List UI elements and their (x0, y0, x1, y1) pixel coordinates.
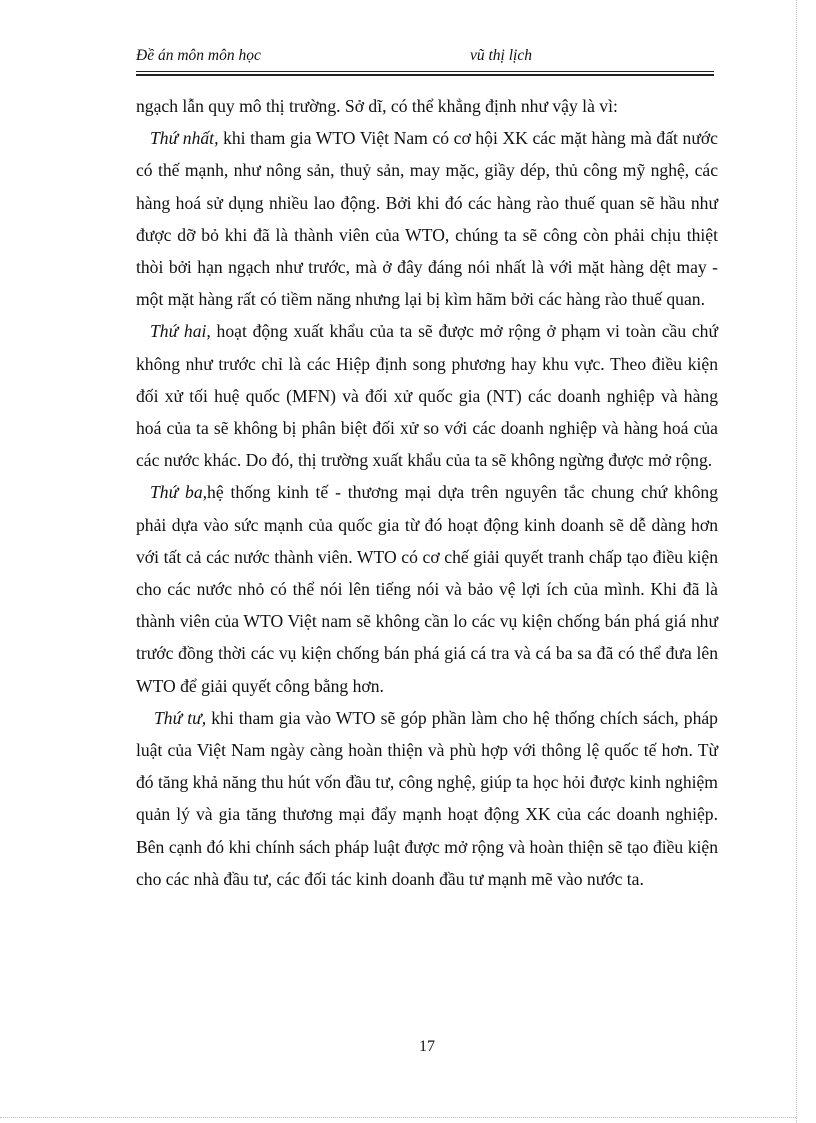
page-header (136, 47, 714, 69)
paragraph-intro-continuation (136, 90, 718, 122)
page-bottom-border (0, 1117, 796, 1118)
header-rule-thick (136, 74, 714, 76)
paragraph-lead-second: Thứ hai, (150, 321, 211, 342)
page-number: 17 (419, 1038, 435, 1055)
paragraph-text: khi tham gia WTO Việt Nam có cơ hội XK các mặt hàng mà đất nước có thế mạnh, như nông sản, thuỷ sản, may mặc, giầy dép, thủ công mỹ nghệ, các hàng hoá sử dụng nhiều lao động. Bởi khi đó các hàng rào thuế quan sẽ hầu như được dỡ bỏ khi đã là thành viên của WTO, chúng ta sẽ công còn phải chịu thiệt thòi bởi hạn ngạch như trước, mà ở đây đáng nói nhất là với mặt hàng dệt may - một mặt hàng rất có tiềm năng nhưng lại bị kìm hãm bởi các hàng rào thuế quan. (136, 128, 718, 310)
header-rule-thin (136, 71, 714, 72)
paragraph-second-point (136, 315, 718, 476)
paragraph-first-point (136, 122, 718, 315)
paragraph-fourth-point (136, 702, 718, 895)
paragraph-lead-first: Thứ nhất, (150, 128, 219, 149)
page-right-border (796, 0, 797, 1123)
header-author-name: vũ thị lịch (470, 47, 532, 64)
paragraph-text: hệ thống kinh tế - thương mại dựa trên nguyên tắc chung chứ không phải dựa vào sức mạnh của quốc gia từ đó hoạt động kinh doanh sẽ dễ dàng hơn với tất cả các nước thành viên. WTO có cơ chế giải quyết tranh chấp tạo điều kiện cho các nước nhỏ có thể nói lên tiếng nói và bảo vệ lợi ích của mình. Khi đã là thành viên của WTO Việt nam sẽ không cần lo các vụ kiện chống bán phá giá như trước đồng thời các vụ kiện chống bán phá giá cá tra và cá ba sa đã có thể đưa lên WTO để giải quyết công bằng hơn. (136, 482, 718, 696)
paragraph-lead-third: Thứ ba, (150, 482, 208, 503)
paragraph-text: khi tham gia vào WTO sẽ góp phần làm cho hệ thống chích sách, pháp luật của Việt Nam ngày càng hoàn thiện và phù hợp với thông lệ quốc tế hơn. Từ đó tăng khả năng thu hút vốn đầu tư, công nghệ, giúp ta học hỏi được kinh nghiệm quản lý và gia tăng thương mại đẩy mạnh hoạt động XK của các doanh nghiệp. Bên cạnh đó khi chính sách pháp luật được mở rộng và hoàn thiện sẽ tạo điều kiện cho các nhà đầu tư, các đối tác kinh doanh đầu tư mạnh mẽ vào nước ta. (136, 707, 718, 889)
paragraph-text: hoạt động xuất khẩu của ta sẽ được mở rộng ở phạm vi toàn cầu chứ không như trước chỉ là các Hiệp định song phương hay khu vực. Theo điều kiện đối xử tối huệ quốc (MFN) và đối xử quốc gia (NT) các doanh nghiệp và hàng hoá của ta sẽ không bị phân biệt đối xử so với các doanh nghiệp và hàng hoá của các nước khác. Do đó, thị trường xuất khẩu của ta sẽ không ngừng được mở rộng. (136, 321, 719, 471)
body-text (136, 90, 718, 895)
paragraph-lead-fourth: Thứ tư, (154, 707, 207, 728)
header-document-title: Đề án môn môn học (136, 47, 261, 64)
paragraph-text: ngạch lẫn quy mô thị trường. Sở dĩ, có thể khẳng định như vậy là vì: (136, 96, 618, 116)
paragraph-third-point (136, 476, 718, 701)
